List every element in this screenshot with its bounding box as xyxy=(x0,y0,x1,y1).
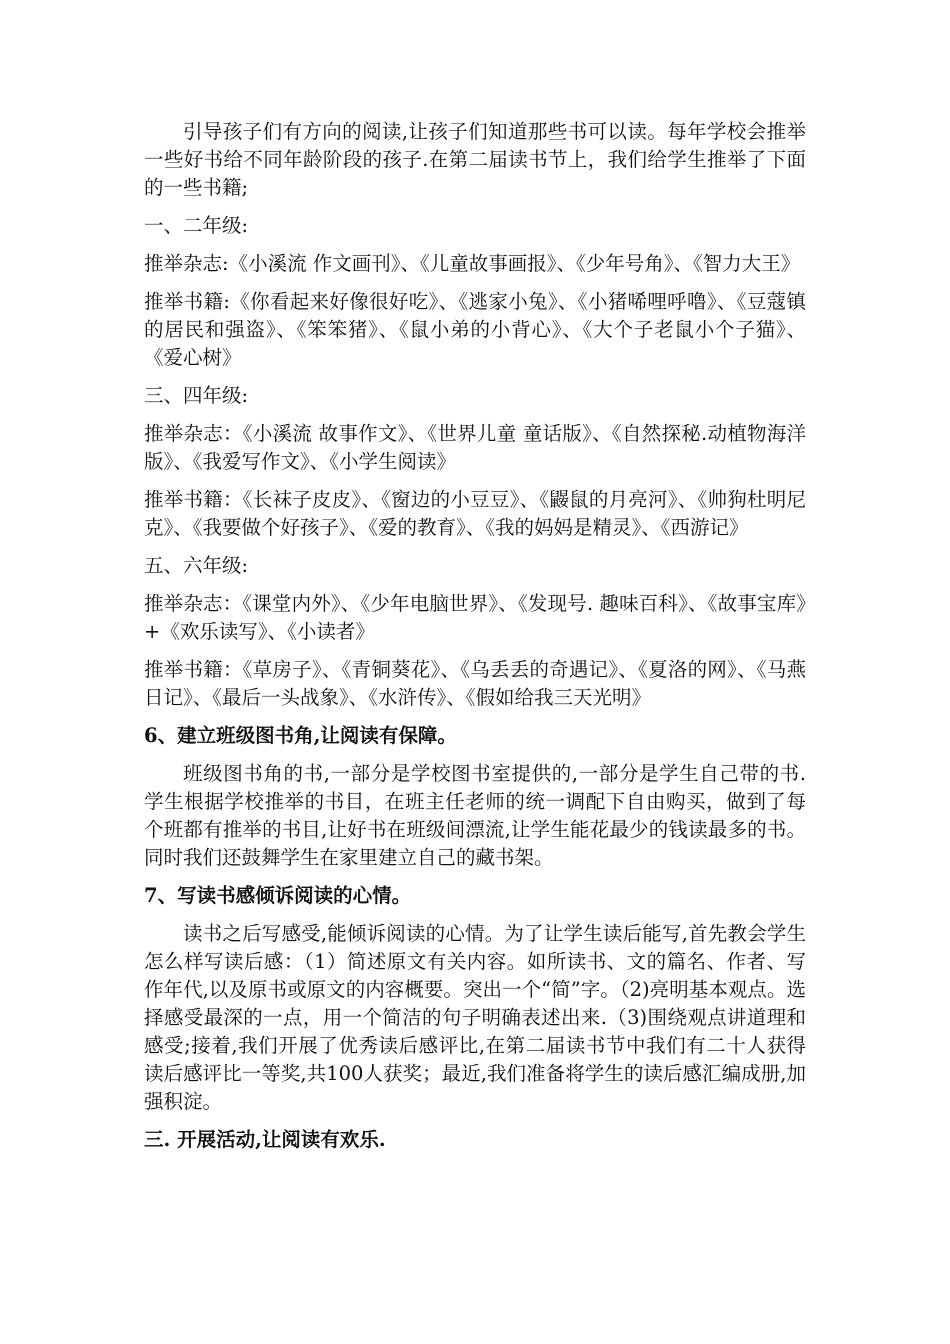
section6-heading: 6、建立班级图书角,让阅读有保障。 xyxy=(144,724,457,747)
grade4-magazines: 推举杂志：《小溪流 故事作文》、《世界儿童 童话版》、《自然探秘.动植物海洋版》、《我爱写作文》、《小学生阅读》 xyxy=(144,422,806,473)
grade6-books: 推举书籍：《草房子》、《青铜葵花》、《乌丢丢的奇遇记》、《夏洛的网》、《马燕日记》、《最后一头战象》、《水浒传》、《假如给我三天光明》 xyxy=(144,658,806,709)
grade2-books: 推举书籍:《你看起来好像很好吃》、《逃家小兔》、《小猪唏哩呼噜》、《豆蔻镇的居民和强盗》、《笨笨猪》、《鼠小弟的小背心》、《大个子老鼠小个子猫》、《爱心树》 xyxy=(144,290,806,369)
grade4-books: 推举书籍：《长袜子皮皮》、《窗边的小豆豆》、《鼹鼠的月亮河》、《帅狗杜明尼克》、《我要做个好孩子》、《爱的教育》、《我的妈妈是精灵》、《西游记》 xyxy=(144,488,806,539)
section7-heading: 7、写读书感倾诉阅读的心情。 xyxy=(144,884,412,907)
section7-body: 读书之后写感受,能倾诉阅读的心情。为了让学生读后能写,首先教会学生怎么样写读后感：（1）简述原文有关内容。如所读书、文的篇名、作者、写作年代,以及原书或原文的内容概要。突出一个“简”字。（2)亮明基本观点。选择感受最深的一点，用一个简洁的句子明确表述出来.（3)围绕观点讲道理和感受;接着,我们开展了优秀读后感评比,在第二届读书节中我们有二十人获得读后感评比一等奖,共100人获奖；最近,我们准备将学生的读后感汇编成册,加强积淀。 xyxy=(144,922,806,1113)
document-page xyxy=(144,118,806,1164)
grade4-heading: 三、四年级: xyxy=(144,384,249,407)
intro-paragraph: 引导孩子们有方向的阅读,让孩子们知道那些书可以读。每年学校会推举一些好书给不同年龄阶段的孩子.在第二届读书节上，我们给学生推举了下面的一些书籍; xyxy=(144,120,806,199)
grade2-magazines: 推举杂志:《小溪流 作文画刊》、《儿童故事画报》、《少年号角》、《智力大王》 xyxy=(144,252,801,275)
grade6-magazines: 推举杂志：《课堂内外》、《少年电脑世界》、《发现号. 趣味百科》、《故事宝库》+《欢乐读写》、《小读者》 xyxy=(144,592,806,643)
grade2-heading: 一、二年级: xyxy=(144,214,249,237)
section6-body: 班级图书角的书,一部分是学校图书室提供的,一部分是学生自己带的书.学生根据学校推举的书目，在班主任老师的统一调配下自由购买，做到了每个班都有推举的书目,让好书在班级间漂流,让学生能花最少的钱读最多的书。同时我们还鼓舞学生在家里建立自己的藏书架。 xyxy=(144,762,806,869)
part3-heading: 三. 开展活动,让阅读有欢乐. xyxy=(144,1128,386,1151)
grade6-heading: 五、六年级: xyxy=(144,554,249,577)
